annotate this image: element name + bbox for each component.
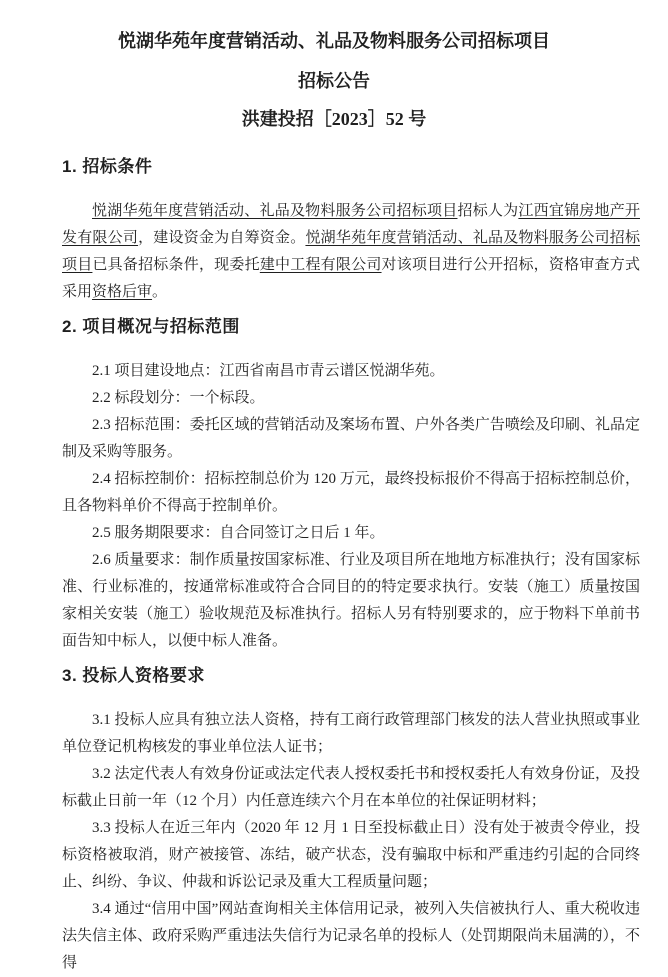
paragraph bbox=[62, 412, 640, 466]
underlined-text-segment: 悦湖华苑年度营销活动、礼品及物料服务公司招标项目 bbox=[62, 230, 640, 273]
text-segment: 招标人为 bbox=[457, 203, 519, 219]
paragraph bbox=[62, 358, 640, 385]
underlined-text-segment: 建中工程有限公司 bbox=[259, 257, 382, 273]
document-title: 悦湖华苑年度营销活动、礼品及物料服务公司招标项目 bbox=[118, 31, 550, 51]
paragraph bbox=[62, 520, 640, 547]
section-heading: 3. 投标人资格要求 bbox=[62, 666, 205, 685]
underlined-text-segment: 悦湖华苑年度营销活动、礼品及物料服务公司招标项目 bbox=[92, 203, 458, 219]
paragraph bbox=[62, 466, 640, 520]
text-segment: ，建设资金为自筹资金。 bbox=[138, 230, 306, 246]
text-segment: 3.1 投标人应具有独立法人资格，持有工商行政管理部门核发的法人营业执照或事业单位登记机构核发的事业单位法人证书； bbox=[62, 712, 640, 755]
document-subtitle: 招标公告 bbox=[298, 71, 370, 91]
text-segment: 。 bbox=[152, 284, 168, 300]
paragraph bbox=[62, 547, 640, 655]
paragraph bbox=[62, 815, 640, 896]
section bbox=[62, 316, 640, 655]
section-heading: 1. 招标条件 bbox=[62, 157, 153, 176]
text-segment: 已具备招标条件，现委托 bbox=[92, 257, 260, 273]
text-segment: 3.2 法定代表人有效身份证或法定代表人授权委托书和授权委托人有效身份证，及投标截止日前一年（12 个月）内任意连续六个月在本单位的社保证明材料； bbox=[62, 766, 640, 809]
section-heading: 2. 项目概况与招标范围 bbox=[62, 317, 240, 336]
underlined-text-segment: 资格后审 bbox=[92, 284, 153, 300]
paragraph bbox=[62, 707, 640, 761]
section bbox=[62, 665, 640, 977]
text-segment: 2.2 标段划分：一个标段。 bbox=[92, 390, 265, 406]
text-segment: 2.5 服务期限要求：自合同签订之日后 1 年。 bbox=[92, 525, 385, 541]
text-segment: 2.6 质量要求：制作质量按国家标准、行业及项目所在地地方标准执行；没有国家标准、行业标准的，按通常标准或符合合同目的的特定要求执行。安装（施工）质量按国家相关安装（施工）验收规范及标准执行。招标人另有特别要求的，应于物料下单前书面告知中标人，以便中标人准备。 bbox=[62, 552, 640, 649]
text-segment: 2.3 招标范围：委托区域的营销活动及案场布置、户外各类广告喷绘及印刷、礼品定制及采购等服务。 bbox=[62, 417, 640, 460]
paragraph bbox=[62, 896, 640, 977]
text-segment: 对该项目进行公开招标，资格审查方式采用 bbox=[62, 257, 640, 300]
document-number: 洪建投招［2023］52 号 bbox=[241, 109, 427, 129]
sections bbox=[62, 156, 640, 977]
text-segment: 2.4 招标控制价：招标控制总价为 120 万元，最终投标报价不得高于招标控制总价，且各物料单价不得高于控制单价。 bbox=[62, 471, 640, 514]
underlined-text-segment: 江西宜锦房地产开发有限公司 bbox=[62, 203, 640, 246]
paragraph bbox=[62, 761, 640, 815]
section bbox=[62, 156, 640, 306]
document-header bbox=[0, 30, 668, 130]
paragraph bbox=[62, 385, 640, 412]
paragraph bbox=[62, 198, 640, 306]
text-segment: 3.4 通过“信用中国”网站查询相关主体信用记录，被列入失信被执行人、重大税收违法失信主体、政府采购严重违法失信行为记录名单的投标人（处罚期限尚未届满的），不得 bbox=[62, 901, 640, 971]
text-segment: 2.1 项目建设地点：江西省南昌市青云谱区悦湖华苑。 bbox=[92, 363, 445, 379]
text-segment: 3.3 投标人在近三年内（2020 年 12 月 1 日至投标截止日）没有处于被责令停业，投标资格被取消，财产被接管、冻结，破产状态，没有骗取中标和严重违约引起的合同终止、纠纷、争议、仲裁和诉讼记录及重大工程质量问题； bbox=[62, 820, 640, 890]
